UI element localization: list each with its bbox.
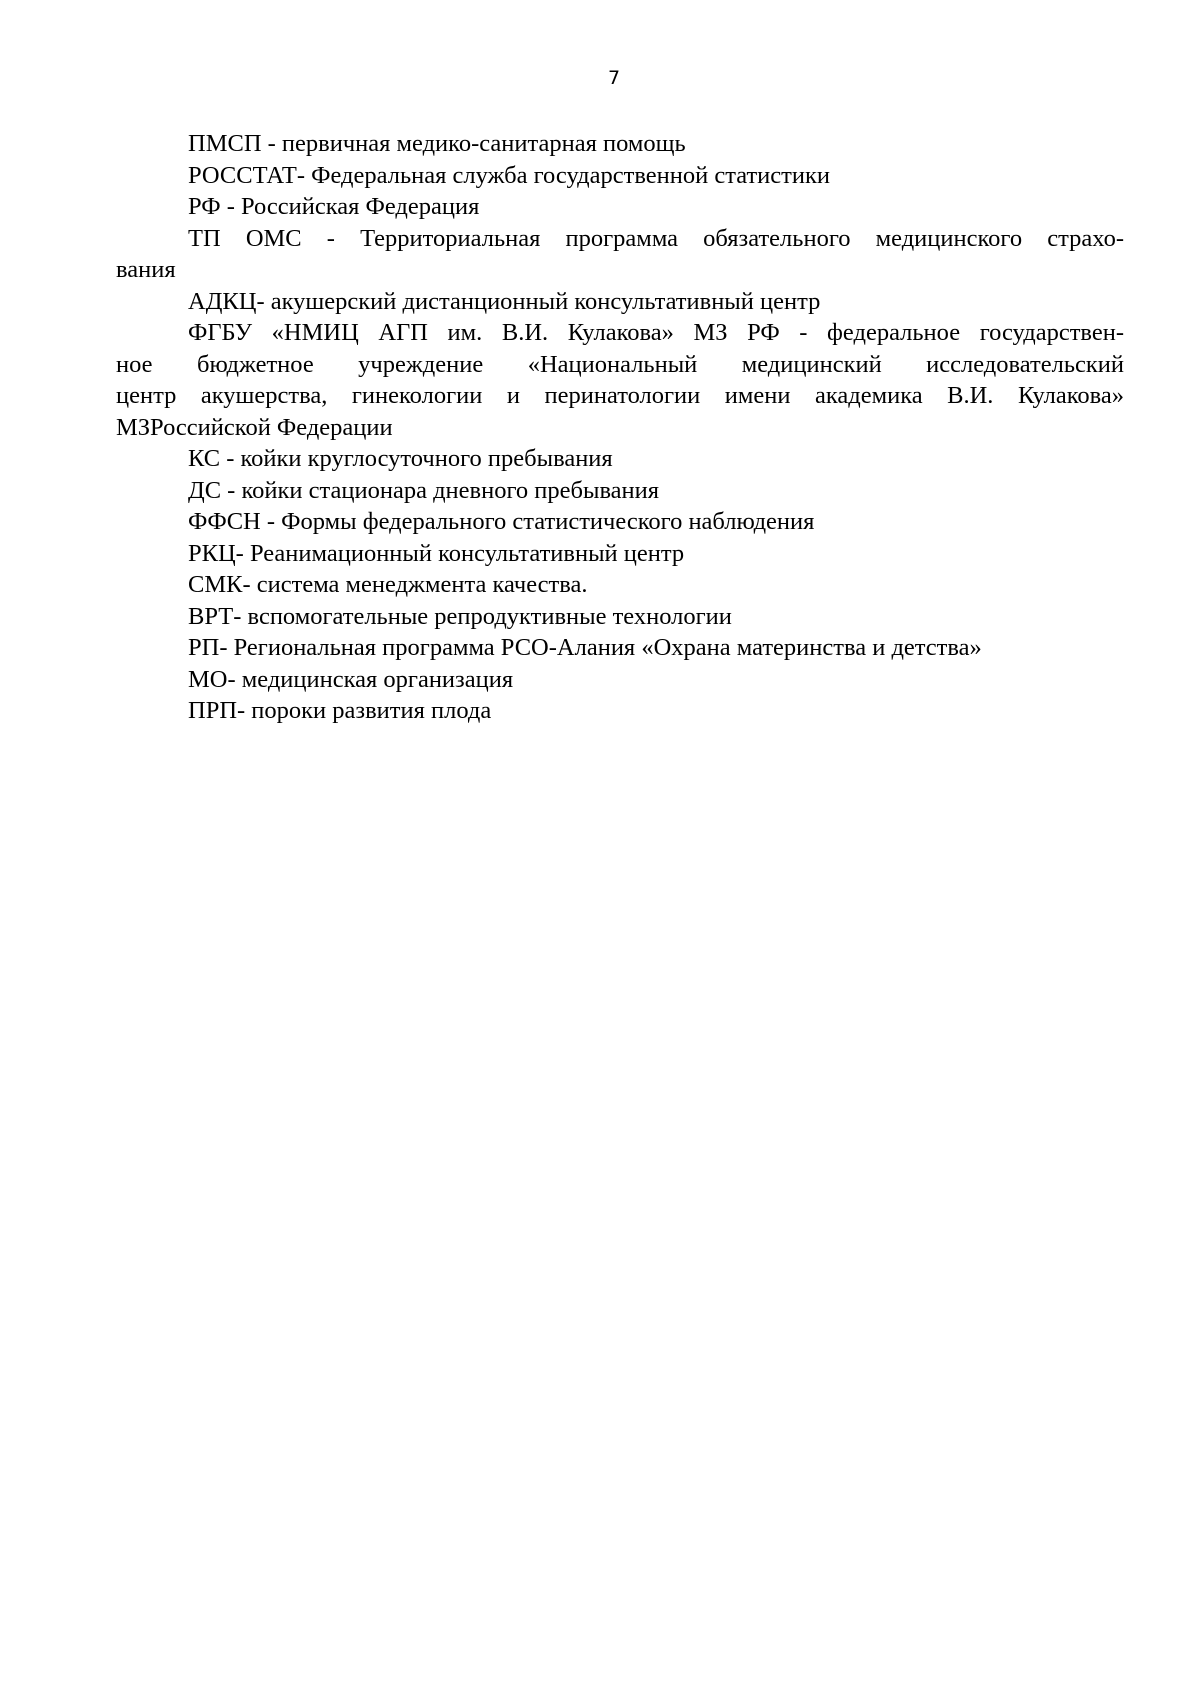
abbreviation-entry: МО- медицинская организация	[188, 665, 514, 693]
abbreviation-entry: ПМСП - первичная медико-санитарная помощь	[188, 130, 686, 157]
abbreviation-line: ТП ОМС - Территориальная программа обязательного медицинского страхо-	[188, 224, 1124, 252]
abbreviation-entry: РОССТАТ- Федеральная служба государственной статистики	[188, 161, 830, 189]
abbreviation-entry: РП- Региональная программа РСО-Алания «Охрана материнства и детства»	[188, 634, 982, 661]
abbreviation-entry-multiline	[116, 317, 1124, 443]
abbreviation-line: ФГБУ «НМИЦ АГП им. В.И. Кулакова» МЗ РФ - федеральное государствен-	[188, 319, 1124, 346]
abbreviation-line: центр акушерства, гинекологии и перинатологии имени академика В.И. Кулакова»	[116, 382, 1124, 409]
abbreviation-entry-multiline	[116, 223, 1124, 286]
abbreviation-list	[116, 128, 1124, 727]
page-number: 7	[607, 67, 621, 89]
abbreviation-entry: ВРТ- вспомогательные репродуктивные технологии	[188, 602, 732, 630]
abbreviation-entry: ПРП- пороки развития плода	[188, 697, 492, 724]
abbreviation-line: МЗРоссийской Федерации	[116, 413, 393, 441]
abbreviation-entry: АДКЦ- акушерский дистанционный консультативный центр	[188, 287, 821, 315]
abbreviation-line: ное бюджетное учреждение «Национальный медицинский исследовательский	[116, 350, 1124, 378]
abbreviation-entry: ДС - койки стационара дневного пребывания	[188, 476, 660, 504]
abbreviation-entry: РФ - Российская Федерация	[188, 193, 480, 220]
abbreviation-entry: КС - койки круглосуточного пребывания	[188, 445, 613, 472]
abbreviation-entry: ФФСН - Формы федерального статистического наблюдения	[188, 508, 815, 535]
abbreviation-entry: СМК- система менеджмента качества.	[188, 571, 588, 598]
abbreviation-entry: РКЦ- Реанимационный консультативный центр	[188, 539, 685, 567]
abbreviation-line: вания	[116, 256, 176, 283]
